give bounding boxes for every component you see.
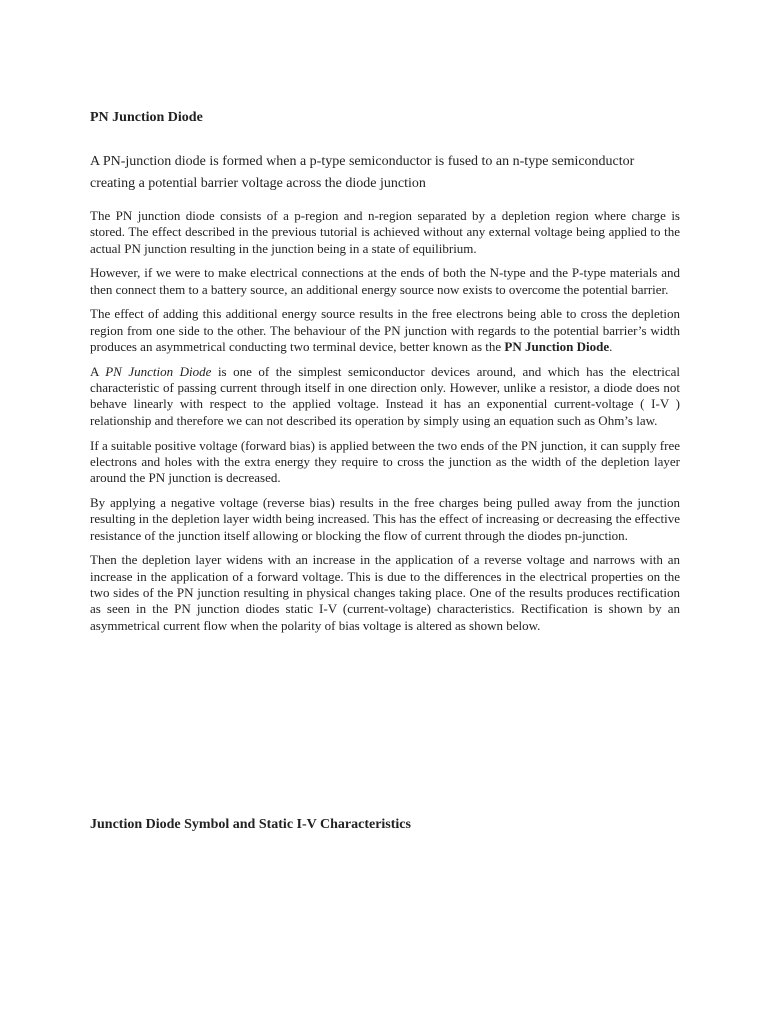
section-heading: Junction Diode Symbol and Static I-V Characteristics bbox=[90, 817, 411, 832]
paragraph-7: Then the depletion layer widens with an increase in the application of a reverse voltage and narrows with an increase in the application of a forward voltage. This is due to the differences in the electrical properties on the two sides of the PN junction resulting in physical changes taking place. One of the results produces rectification as seen in the PN junction diodes static I-V (current-voltage) characteristics. Rectification is shown by an asymmetrical current flow when the polarity of bias voltage is altered as shown below. bbox=[90, 552, 680, 633]
bold-term: PN Junction Diode bbox=[504, 339, 610, 355]
paragraph-4-start: A bbox=[90, 363, 99, 379]
paragraph-5: If a suitable positive voltage (forward bias) is applied between the two ends of the PN junction, it can supply free electrons and holes with the extra energy they require to cross the junction as the width of the depletion layer around the PN junction is decreased. bbox=[90, 437, 680, 486]
paragraph-3-end: . bbox=[609, 339, 613, 355]
italic-term: PN Junction Diode bbox=[105, 363, 212, 379]
paragraph-3-text: The effect of adding this additional energy source results in the free electrons being able to cross the depletion region from one side to the other. The behaviour of the PN junction with regards to the potential barrier’s width produces an asymmetrical conducting two terminal device, better known as the bbox=[90, 306, 680, 355]
intro-paragraph: A PN-junction diode is formed when a p-type semiconductor is fused to an n-type semiconductor creating a potential barrier voltage across the diode junction bbox=[90, 154, 635, 191]
paragraph-6: By applying a negative voltage (reverse bias) results in the free charges being pulled away from the junction resulting in the depletion layer width being increased. This has the effect of increasing or decreasing the effective resistance of the junction itself allowing or blocking the flow of current through the diodes pn-junction. bbox=[90, 494, 680, 543]
paragraph-4-text: is one of the simplest semiconductor devices around, and which has the electrical characteristic of passing current through itself in one direction only. However, unlike a resistor, a diode does not behave linearly with respect to the applied voltage. Instead it has an exponential current-voltage ( I-V ) relationship and therefore we can not described its operation by simply using an equation such as Ohm’s law. bbox=[90, 363, 680, 428]
paragraph-4 bbox=[90, 364, 680, 429]
paragraph-2: However, if we were to make electrical connections at the ends of both the N-type and the P-type materials and then connect them to a battery source, an additional energy source now exists to overcome the potential barrier. bbox=[90, 265, 680, 297]
paragraph-1: The PN junction diode consists of a p-region and n-region separated by a depletion region where charge is stored. The effect described in the previous tutorial is achieved without any external voltage being applied to the actual PN junction resulting in the junction being in a state of equilibrium. bbox=[90, 208, 680, 256]
paragraph-3 bbox=[90, 306, 680, 355]
body-text bbox=[90, 208, 680, 642]
page-title: PN Junction Diode bbox=[90, 110, 203, 125]
